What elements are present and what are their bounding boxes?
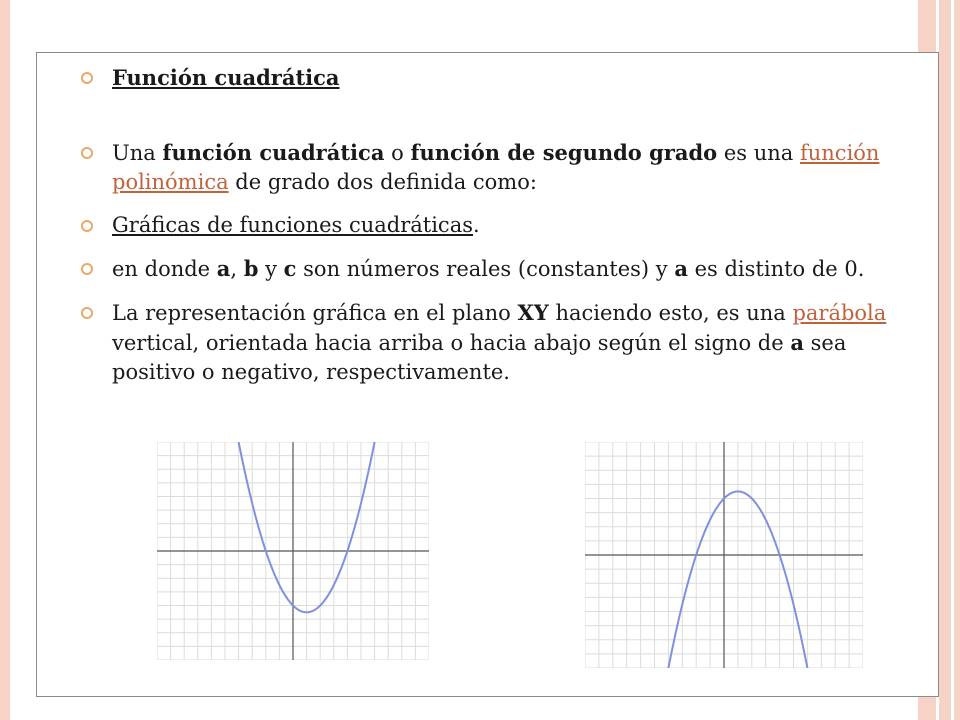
right-decor-stripe [939,0,951,720]
slide-title: Función cuadrática [112,65,340,90]
term-quadratic: función cuadrática [162,140,385,165]
text: es distinto de 0. [687,257,865,281]
bullet-ring-icon [81,220,93,232]
bullet-ring-icon [81,72,93,84]
plane-xy: XY [517,300,549,325]
slide-content [81,63,916,401]
bullet-graphs [81,211,916,240]
text: sea positivo o negativo, respectivamente. [112,331,847,384]
text: La representación gráfica en el plano [112,301,518,325]
text: o [384,141,411,165]
text: es una [717,141,800,165]
slide-frame [36,52,939,697]
text: haciendo esto, es una [548,301,793,325]
graphs-heading: Gráficas de funciones cuadráticas [112,213,473,237]
bullet-representation [81,298,916,387]
parabola-down-graph [585,442,863,668]
text: vertical, orientada hacia arriba o hacia abajo según el signo de [112,331,791,355]
left-decor-stripe [0,0,10,720]
text: en donde [112,257,217,281]
text: , [230,257,244,281]
bullet-constants [81,254,916,284]
var-b: b [243,256,259,281]
bullet-ring-icon [81,307,93,319]
bullet-definition [81,138,916,197]
term-second-degree: función de segundo grado [410,140,718,165]
text: Una [112,141,163,165]
text: y [258,257,284,281]
text: . [473,213,480,237]
var-a: a [216,256,231,281]
bullet-ring-icon [81,263,93,275]
bullet-title [81,63,916,93]
bullet-ring-icon [81,147,93,159]
link-funcion-polinomica[interactable]: función polinómica [112,141,880,194]
text: son números reales (constantes) y [296,257,675,281]
link-parabola[interactable]: parábola [792,301,887,325]
var-a: a [674,256,688,281]
right-decor-stripe [954,0,960,720]
var-c: c [283,256,297,281]
var-a: a [790,330,804,355]
text: de grado dos definida como: [228,170,537,194]
parabola-up-graph [157,442,429,660]
